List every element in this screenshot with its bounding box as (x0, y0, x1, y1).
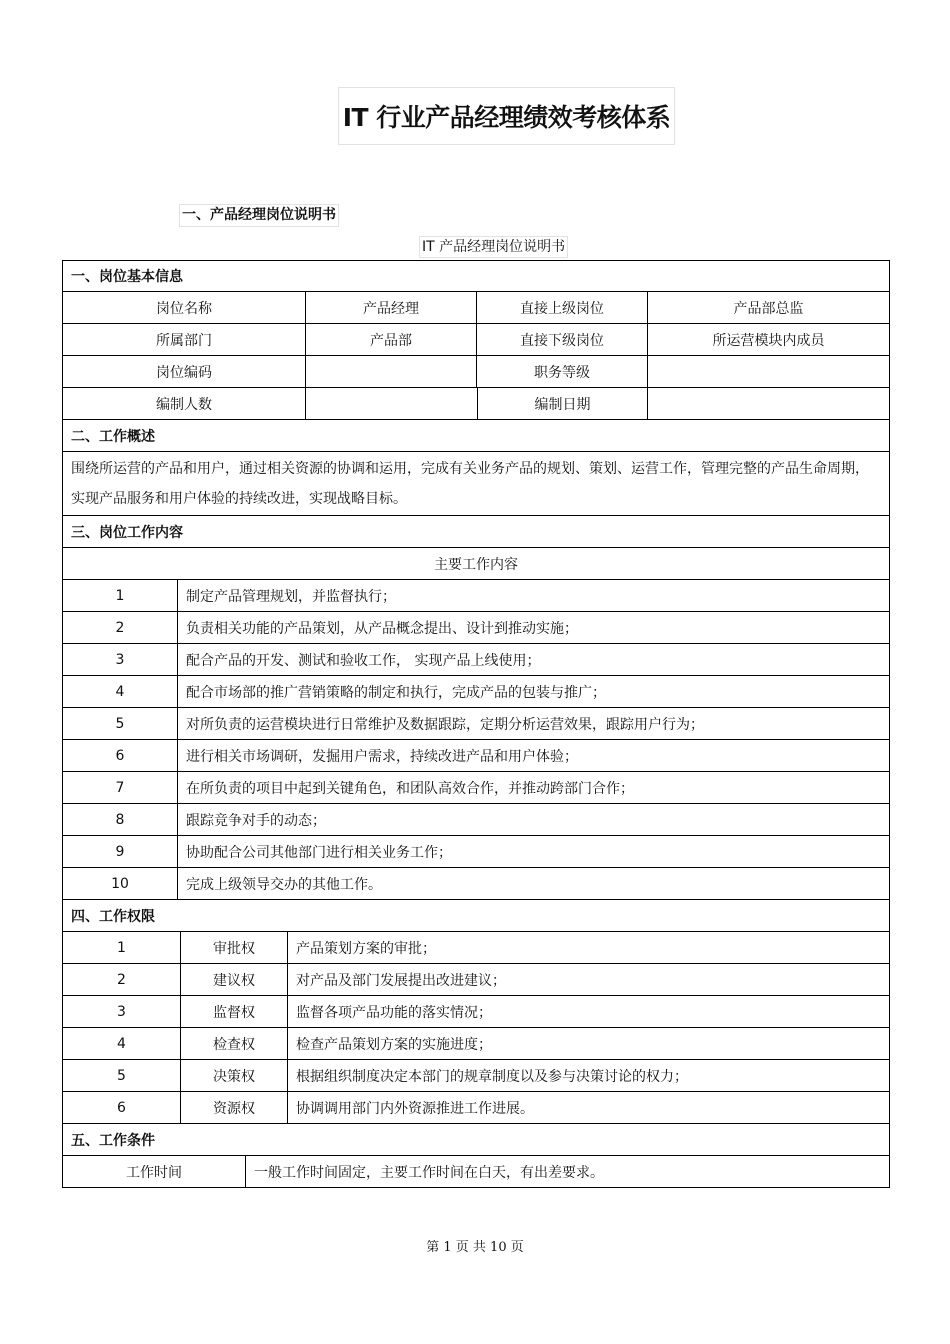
authority-text: 监督各项产品功能的落实情况； (287, 996, 889, 1027)
authority-text: 协调调用部门内外资源推进工作进展。 (287, 1092, 889, 1123)
duty-text: 配合产品的开发、测试和验收工作， 实现产品上线使用； (177, 644, 889, 675)
duty-text: 对所负责的运营模块进行日常维护及数据跟踪，定期分析运营效果，跟踪用户行为； (177, 708, 889, 739)
duty-row (62, 676, 890, 708)
section-header-authority (62, 900, 890, 932)
field-label: 直接下级岗位 (476, 324, 647, 355)
duty-text: 进行相关市场调研，发掘用户需求，持续改进产品和用户体验； (177, 740, 889, 771)
field-label: 编制人数 (156, 396, 212, 413)
field-label: 岗位名称 (156, 300, 212, 317)
authority-text: 产品策划方案的审批； (287, 932, 889, 963)
table-row (62, 324, 890, 356)
overview-row (62, 452, 890, 516)
duty-number: 1 (115, 587, 125, 604)
field-value (305, 356, 476, 387)
duty-number: 2 (115, 619, 125, 636)
field-value: 产品部 (305, 324, 476, 355)
authority-text: 对产品及部门发展提出改进建议； (287, 964, 889, 995)
duty-row (62, 740, 890, 772)
section-header-label: 二、工作概述 (71, 428, 155, 445)
duty-number: 6 (115, 747, 125, 764)
conditions-row (62, 1156, 890, 1188)
document-title: IT 行业产品经理绩效考核体系 (338, 87, 675, 145)
authority-number: 3 (117, 1003, 126, 1020)
section-header-label: 三、岗位工作内容 (71, 524, 183, 541)
field-value: 产品部总监 (647, 292, 889, 323)
field-label: 直接上级岗位 (476, 292, 647, 323)
authority-type: 资源权 (180, 1092, 287, 1123)
duty-row (62, 644, 890, 676)
field-value (647, 356, 889, 387)
duty-row (62, 868, 890, 900)
table-row (62, 388, 890, 420)
authority-type: 建议权 (180, 964, 287, 995)
authority-number: 6 (117, 1099, 126, 1116)
field-value (305, 388, 477, 419)
authority-row (62, 1092, 890, 1124)
table-row (62, 356, 890, 388)
duty-number: 5 (115, 715, 125, 732)
authority-number: 5 (117, 1067, 126, 1084)
duties-subheader: 主要工作内容 (434, 556, 518, 573)
duty-row (62, 708, 890, 740)
page-footer: 第 1 页 共 10 页 (426, 1240, 524, 1255)
duty-text: 协助配合公司其他部门进行相关业务工作； (177, 836, 889, 867)
section-header-basic (62, 260, 890, 292)
job-description-table (62, 260, 890, 1188)
overview-line: 围绕所运营的产品和用户，通过相关资源的协调和运用，完成有关业务产品的规划、策划、运营工作，管理完整的产品生命周期， (71, 461, 869, 477)
section-header-label: 一、岗位基本信息 (71, 269, 183, 285)
authority-type: 审批权 (180, 932, 287, 963)
authority-row (62, 932, 890, 964)
authority-text: 检查产品策划方案的实施进度； (287, 1028, 889, 1059)
section-header-conditions (62, 1124, 890, 1156)
section-header-label: 四、工作权限 (71, 908, 155, 925)
field-value: 所运营模块内成员 (647, 324, 889, 355)
field-label: 职务等级 (476, 356, 647, 387)
duty-text: 制定产品管理规划，并监督执行； (177, 580, 889, 611)
duty-number: 10 (111, 875, 129, 892)
duty-text: 在所负责的项目中起到关键角色，和团队高效合作，并推动跨部门合作； (177, 772, 889, 803)
duty-text: 配合市场部的推广营销策略的制定和执行，完成产品的包装与推广； (177, 676, 889, 707)
section-heading: 一、产品经理岗位说明书 (179, 204, 339, 227)
field-value: 产品经理 (305, 292, 476, 323)
overview-line: 实现产品服务和用户体验的持续改进，实现战略目标。 (71, 491, 407, 507)
field-label: 编制日期 (477, 388, 647, 419)
duty-number: 9 (115, 843, 125, 860)
duty-row (62, 804, 890, 836)
section-header-label: 五、工作条件 (71, 1132, 155, 1149)
duty-text: 完成上级领导交办的其他工作。 (177, 868, 889, 899)
duty-row (62, 612, 890, 644)
authority-row (62, 964, 890, 996)
field-value (647, 388, 889, 419)
duty-number: 8 (115, 811, 125, 828)
authority-number: 1 (117, 939, 126, 956)
duty-number: 3 (115, 651, 125, 668)
conditions-label: 工作时间 (126, 1164, 182, 1181)
authority-text: 根据组织制度决定本部门的规章制度以及参与决策讨论的权力； (287, 1060, 889, 1091)
field-label: 岗位编码 (156, 364, 212, 381)
authority-type: 监督权 (180, 996, 287, 1027)
conditions-text: 一般工作时间固定，主要工作时间在白天，有出差要求。 (245, 1156, 889, 1187)
duty-text: 跟踪竞争对手的动态； (177, 804, 889, 835)
authority-row (62, 996, 890, 1028)
duty-row (62, 836, 890, 868)
duties-subheader-row (62, 548, 890, 580)
section-header-duties (62, 516, 890, 548)
authority-type: 检查权 (180, 1028, 287, 1059)
duty-number: 4 (115, 683, 125, 700)
table-caption: IT 产品经理岗位说明书 (419, 236, 568, 258)
authority-number: 4 (117, 1035, 126, 1052)
authority-row (62, 1060, 890, 1092)
section-header-overview (62, 420, 890, 452)
field-label: 所属部门 (156, 332, 212, 349)
authority-row (62, 1028, 890, 1060)
overview-text (63, 452, 889, 515)
duty-number: 7 (115, 779, 125, 796)
authority-number: 2 (117, 971, 126, 988)
authority-type: 决策权 (180, 1060, 287, 1091)
duty-row (62, 772, 890, 804)
table-row (62, 292, 890, 324)
duty-text: 负责相关功能的产品策划，从产品概念提出、设计到推动实施； (177, 612, 889, 643)
duty-row (62, 580, 890, 612)
